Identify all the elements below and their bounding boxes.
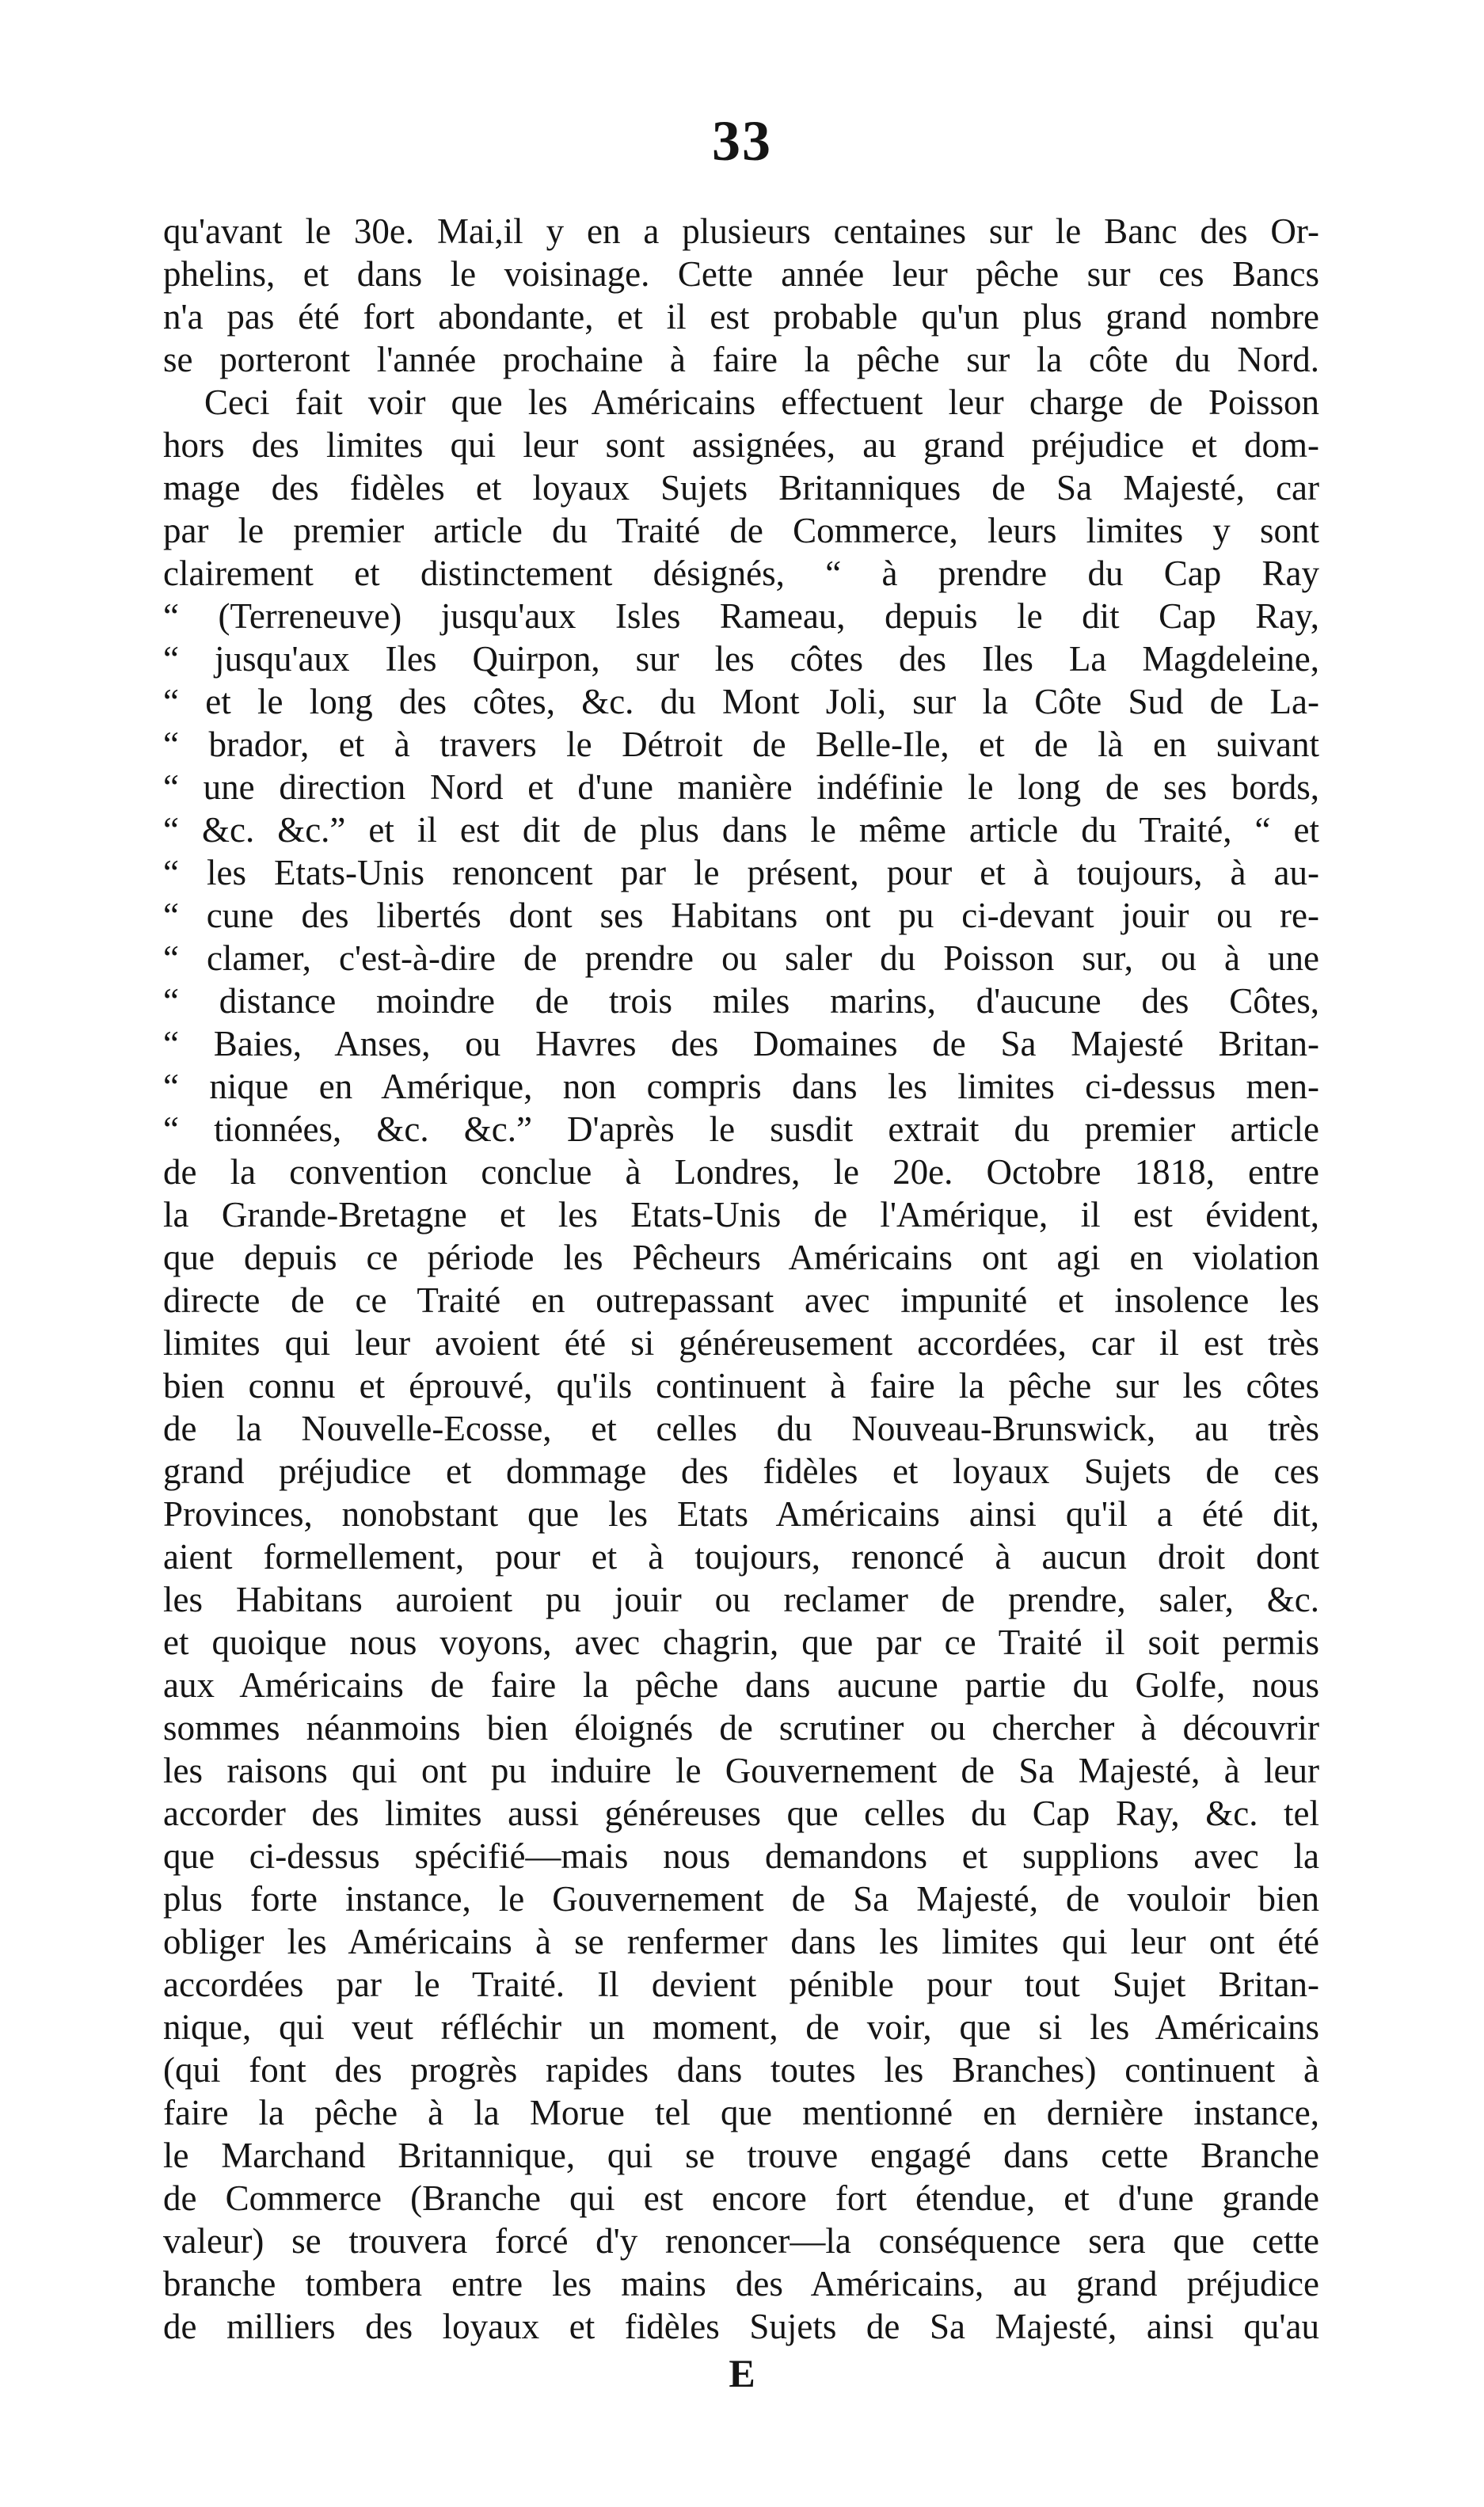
text-line: limites qui leur avoient été si généreusement accordées, car il est très (163, 1323, 1319, 1363)
text-line: accorder des limites aussi généreuses que celles du Cap Ray, &c. tel (163, 1794, 1319, 1833)
text-line: par le premier article du Traité de Commerce, leurs limites y sont (163, 511, 1319, 550)
text-line: la Grande-Bretagne et les Etats-Unis de l'Amérique, il est évident, (163, 1195, 1319, 1234)
text-line: hors des limites qui leur sont assignées, au grand préjudice et dom- (163, 425, 1319, 465)
text-line: le Marchand Britannique, qui se trouve engagé dans cette Branche (163, 2136, 1319, 2175)
text-line: “ clamer, c'est-à-dire de prendre ou saler du Poisson sur, ou à une (163, 938, 1319, 978)
signature-mark: E (729, 2351, 755, 2395)
text-line: sommes néanmoins bien éloignés de scrutiner ou chercher à découvrir (163, 1708, 1319, 1748)
text-line: aient formellement, pour et à toujours, renoncé à aucun droit dont (163, 1537, 1319, 1577)
text-line: de la convention conclue à Londres, le 20e. Octobre 1818, entre (163, 1152, 1319, 1192)
text-line: “ cune des libertés dont ses Habitans ont pu ci-devant jouir ou re- (163, 896, 1319, 935)
body-text (163, 210, 1319, 2348)
text-line: directe de ce Traité en outrepassant avec impunité et insolence les (163, 1280, 1319, 1320)
text-line: “ brador, et à travers le Détroit de Belle-Ile, et de là en suivant (163, 725, 1319, 764)
text-line: se porteront l'année prochaine à faire la pêche sur la côte du Nord. (163, 340, 1319, 379)
text-line: phelins, et dans le voisinage. Cette année leur pêche sur ces Bancs (163, 254, 1319, 294)
text-line: Ceci fait voir que les Américains effectuent leur charge de Poisson (204, 382, 1319, 422)
text-line: “ les Etats-Unis renoncent par le présent, pour et à toujours, à au- (163, 853, 1319, 892)
text-line: clairement et distinctement désignés, “ à prendre du Cap Ray (163, 554, 1319, 593)
text-line: qu'avant le 30e. Mai,il y en a plusieurs centaines sur le Banc des Or- (163, 211, 1319, 251)
text-line: “ et le long des côtes, &c. du Mont Joli, sur la Côte Sud de La- (163, 682, 1319, 721)
text-line: “ une direction Nord et d'une manière indéfinie le long de ses bords, (163, 767, 1319, 807)
text-line: que ci-dessus spécifié—mais nous demandons et supplions avec la (163, 1836, 1319, 1876)
text-line: les Habitans auroient pu jouir ou reclamer de prendre, saler, &c. (163, 1580, 1319, 1619)
text-line: bien connu et éprouvé, qu'ils continuent à faire la pêche sur les côtes (163, 1366, 1319, 1406)
text-line: que depuis ce période les Pêcheurs Américains ont agi en violation (163, 1238, 1319, 1277)
text-line: mage des fidèles et loyaux Sujets Britanniques de Sa Majesté, car (163, 468, 1319, 508)
text-line: “ tionnées, &c. &c.” D'après le susdit extrait du premier article (163, 1109, 1319, 1149)
text-line: branche tombera entre les mains des Américains, au grand préjudice (163, 2264, 1319, 2303)
text-line: de la Nouvelle-Ecosse, et celles du Nouveau-Brunswick, au très (163, 1409, 1319, 1448)
text-line: accordées par le Traité. Il devient pénible pour tout Sujet Britan- (163, 1965, 1319, 2004)
text-line: “ (Terreneuve) jusqu'aux Isles Rameau, depuis le dit Cap Ray, (163, 596, 1319, 636)
text-line: “ Baies, Anses, ou Havres des Domaines de Sa Majesté Britan- (163, 1024, 1319, 1063)
text-line: “ nique en Amérique, non compris dans les limites ci-dessus men- (163, 1067, 1319, 1106)
text-line: de Commerce (Branche qui est encore fort étendue, et d'une grande (163, 2178, 1319, 2218)
text-line: valeur) se trouvera forcé d'y renoncer—la conséquence sera que cette (163, 2221, 1319, 2261)
text-line: obliger les Américains à se renfermer dans les limites qui leur ont été (163, 1922, 1319, 1961)
text-line: “ distance moindre de trois miles marins, d'aucune des Côtes, (163, 981, 1319, 1021)
text-line: faire la pêche à la Morue tel que mentionné en dernière instance, (163, 2093, 1319, 2132)
text-line: Provinces, nonobstant que les Etats Américains ainsi qu'il a été dit, (163, 1494, 1319, 1534)
text-line: et quoique nous voyons, avec chagrin, que par ce Traité il soit permis (163, 1623, 1319, 1662)
text-line: nique, qui veut réfléchir un moment, de voir, que si les Américains (163, 2007, 1319, 2047)
text-line: aux Américains de faire la pêche dans aucune partie du Golfe, nous (163, 1665, 1319, 1705)
text-line: (qui font des progrès rapides dans toutes les Branches) continuent à (163, 2050, 1319, 2090)
text-line: n'a pas été fort abondante, et il est probable qu'un plus grand nombre (163, 297, 1319, 337)
text-line: “ &c. &c.” et il est dit de plus dans le même article du Traité, “ et (163, 810, 1319, 850)
text-line: grand préjudice et dommage des fidèles et loyaux Sujets de ces (163, 1451, 1319, 1491)
text-line: de milliers des loyaux et fidèles Sujets de Sa Majesté, ainsi qu'au (163, 2307, 1319, 2346)
page-number: 33 (712, 109, 772, 173)
text-line: les raisons qui ont pu induire le Gouvernement de Sa Majesté, à leur (163, 1751, 1319, 1790)
text-line: “ jusqu'aux Iles Quirpon, sur les côtes des Iles La Magdeleine, (163, 639, 1319, 679)
text-line: plus forte instance, le Gouvernement de Sa Majesté, de vouloir bien (163, 1879, 1319, 1919)
